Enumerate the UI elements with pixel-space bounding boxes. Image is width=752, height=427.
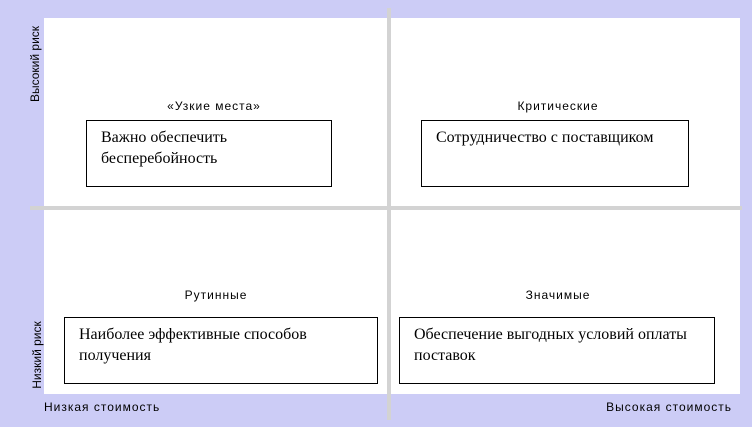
horizontal-divider	[30, 206, 742, 210]
box-bottlenecks: Важно обеспечить бесперебойность	[86, 120, 332, 187]
box-routine: Наиболее эффективные способов получения	[64, 317, 378, 384]
caption-significant: Значимые	[525, 288, 591, 302]
y-axis-low-risk-label: Низкий риск	[30, 321, 44, 389]
caption-routine: Рутинные	[184, 288, 248, 302]
box-critical: Сотрудничество с поставщиком	[421, 120, 689, 187]
caption-bottlenecks: «Узкие места»	[167, 99, 261, 113]
y-axis-high-risk-label: Высокий риск	[28, 25, 42, 103]
box-significant: Обеспечение выгодных условий оплаты поставок	[399, 317, 715, 384]
caption-critical: Критические	[517, 99, 599, 113]
x-axis-high-cost-label: Высокая стоимость	[606, 400, 732, 414]
vertical-divider	[387, 8, 391, 420]
x-axis-low-cost-label: Низкая стоимость	[44, 400, 161, 414]
